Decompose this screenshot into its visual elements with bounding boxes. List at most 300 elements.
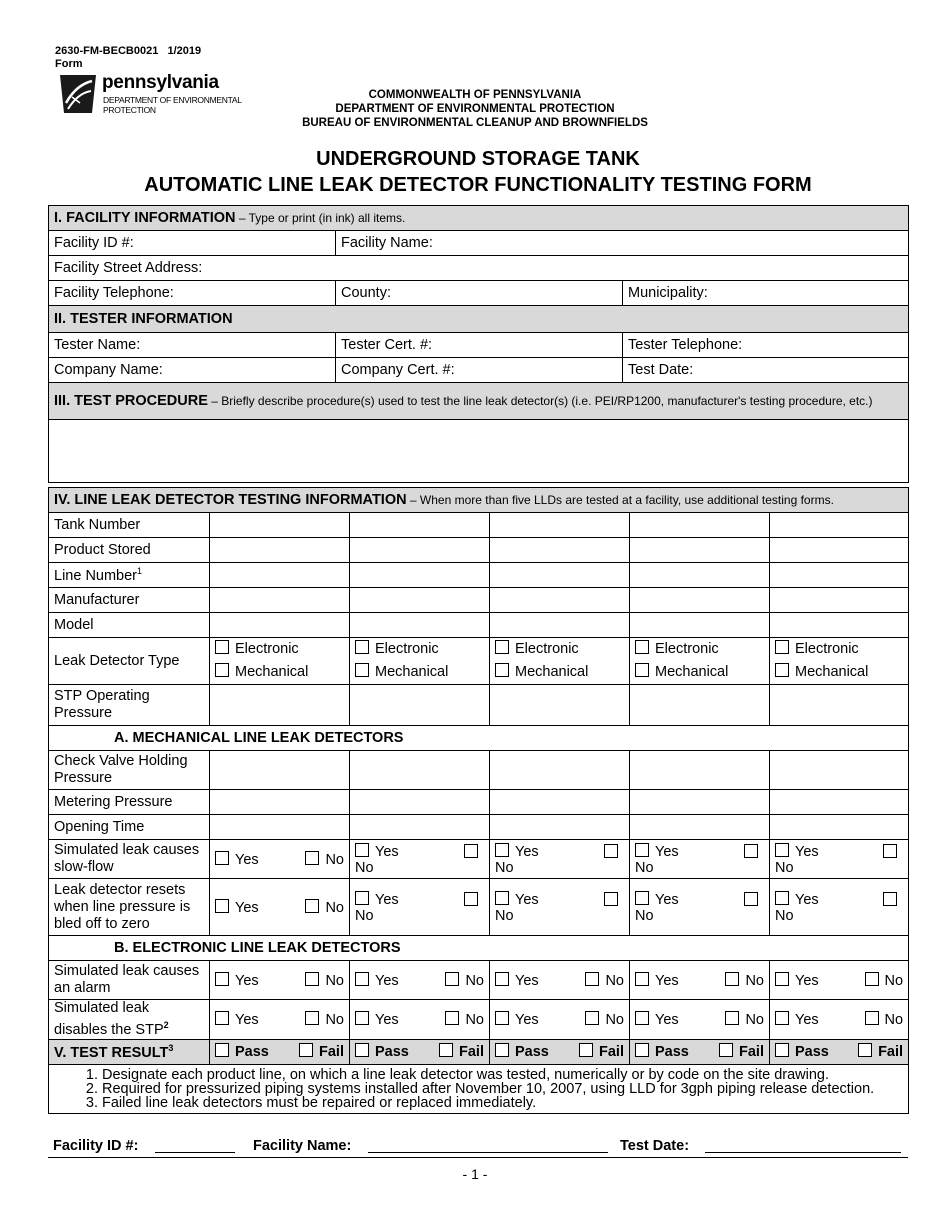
resets-cell: [490, 879, 630, 936]
logo-dept: [103, 95, 242, 115]
yes-label: Yes: [655, 972, 679, 989]
page-number: - 1 -: [462, 1166, 488, 1182]
model-row: [49, 613, 909, 638]
line-number-row: [49, 563, 909, 588]
line-number-cell[interactable]: [630, 563, 770, 588]
no-checkbox[interactable]: [445, 972, 459, 986]
tank-number-cell[interactable]: [770, 513, 909, 538]
check-valve-cell[interactable]: [490, 751, 630, 790]
model-cell[interactable]: [630, 613, 770, 638]
tank-number-row: [49, 513, 909, 538]
check-valve-label: Check Valve Holding Pressure: [49, 751, 210, 790]
stp-pressure-cell[interactable]: [770, 685, 909, 726]
fail-option[interactable]: [299, 1043, 344, 1060]
check-valve-cell[interactable]: [350, 751, 490, 790]
mechanical-label: Mechanical: [795, 664, 869, 680]
footer-facility-id-input[interactable]: [155, 1138, 235, 1153]
yes-checkbox[interactable]: [215, 972, 229, 986]
electronic-option[interactable]: [775, 638, 903, 661]
yes-label: Yes: [655, 843, 679, 860]
mechanical-option[interactable]: [775, 661, 903, 684]
fail-checkbox[interactable]: [858, 1043, 872, 1057]
yes-checkbox[interactable]: [355, 972, 369, 986]
no-checkbox[interactable]: [305, 972, 319, 986]
yes-label: Yes: [795, 972, 819, 989]
alarm-cell: [210, 961, 350, 1000]
form-title: [48, 146, 908, 198]
pass-checkbox[interactable]: [495, 1043, 509, 1057]
ldt-cell: [630, 638, 770, 685]
electronic-checkbox[interactable]: [215, 640, 229, 654]
yes-label: Yes: [235, 899, 259, 916]
line-number-text: Line Number: [54, 567, 138, 584]
yes-checkbox[interactable]: [495, 1011, 509, 1025]
manufacturer-cell[interactable]: [210, 588, 350, 613]
line-number-cell[interactable]: [490, 563, 630, 588]
electronic-option[interactable]: [635, 638, 764, 661]
product-stored-cell[interactable]: [350, 538, 490, 563]
no-label: No: [745, 1011, 764, 1028]
no-label: No: [355, 859, 374, 876]
mechanical-option[interactable]: [495, 661, 624, 684]
metering-cell[interactable]: [210, 790, 350, 815]
fail-option[interactable]: [579, 1043, 624, 1060]
keystone-logo-icon: [58, 73, 98, 115]
yes-option[interactable]: [355, 843, 399, 860]
section4-heading: IV. LINE LEAK DETECTOR TESTING INFORMATION: [54, 492, 407, 508]
resets-label: Leak detector resets when line pressure is bled off to zero: [49, 879, 210, 936]
opening-time-cell[interactable]: [630, 815, 770, 840]
no-checkbox[interactable]: [305, 899, 319, 913]
no-option[interactable]: [865, 972, 904, 989]
leak-detector-type-label: Leak Detector Type: [49, 638, 210, 685]
test-procedure-field[interactable]: [49, 420, 909, 483]
yes-option[interactable]: [495, 1011, 539, 1028]
mechanical-option[interactable]: [215, 661, 344, 684]
facility-address-field[interactable]: Facility Street Address:: [49, 256, 909, 281]
no-label: No: [465, 1011, 484, 1028]
fail-label: Fail: [878, 1044, 904, 1061]
pass-checkbox[interactable]: [775, 1043, 789, 1057]
line-number-cell[interactable]: [210, 563, 350, 588]
product-stored-cell[interactable]: [630, 538, 770, 563]
yes-option[interactable]: [215, 899, 259, 916]
yes-option[interactable]: [355, 972, 399, 989]
no-option[interactable]: [305, 1011, 344, 1028]
test-date-field[interactable]: Test Date:: [623, 358, 909, 383]
yes-label: Yes: [235, 972, 259, 989]
footer-test-date-input[interactable]: [705, 1138, 901, 1153]
tank-number-label: Tank Number: [49, 513, 210, 538]
opening-time-cell[interactable]: [210, 815, 350, 840]
no-checkbox[interactable]: [744, 844, 758, 858]
mechanical-checkbox[interactable]: [775, 663, 789, 677]
no-label: No: [325, 851, 344, 868]
yes-option[interactable]: [775, 891, 819, 908]
yes-checkbox[interactable]: [775, 843, 789, 857]
section-b-heading: B. ELECTRONIC LINE LEAK DETECTORS: [49, 936, 909, 961]
mechanical-option[interactable]: [355, 661, 484, 684]
yes-option[interactable]: [635, 1011, 679, 1028]
product-stored-cell[interactable]: [210, 538, 350, 563]
yes-label: Yes: [795, 891, 819, 908]
mechanical-checkbox[interactable]: [495, 663, 509, 677]
model-cell[interactable]: [350, 613, 490, 638]
no-checkbox[interactable]: [585, 972, 599, 986]
check-valve-cell[interactable]: [630, 751, 770, 790]
electronic-label: Electronic: [655, 641, 719, 657]
ldt-cell: [770, 638, 909, 685]
no-label: No: [465, 972, 484, 989]
slow-flow-cell: [350, 840, 490, 879]
check-valve-cell[interactable]: [210, 751, 350, 790]
yes-checkbox[interactable]: [635, 1011, 649, 1025]
yes-option[interactable]: [635, 843, 679, 860]
alarm-cell: [770, 961, 909, 1000]
pass-label: Pass: [515, 1044, 549, 1061]
no-checkbox[interactable]: [464, 892, 478, 906]
pass-checkbox[interactable]: [635, 1043, 649, 1057]
form-code: [55, 45, 201, 71]
ldt-cell: [350, 638, 490, 685]
yes-label: Yes: [655, 891, 679, 908]
yes-checkbox[interactable]: [775, 1011, 789, 1025]
manufacturer-row: [49, 588, 909, 613]
fail-option[interactable]: [719, 1043, 764, 1060]
electronic-checkbox[interactable]: [775, 640, 789, 654]
test-result-row: [49, 1039, 909, 1064]
pass-option[interactable]: [635, 1043, 689, 1060]
yes-label: Yes: [375, 972, 399, 989]
check-valve-cell[interactable]: [770, 751, 909, 790]
yes-label: Yes: [655, 1011, 679, 1028]
electronic-label: Electronic: [515, 641, 579, 657]
resets-cell: [770, 879, 909, 936]
tester-phone-field[interactable]: Tester Telephone:: [623, 333, 909, 358]
no-checkbox[interactable]: [604, 844, 618, 858]
stp-pressure-cell[interactable]: [210, 685, 350, 726]
footer-bar: [48, 1137, 908, 1158]
no-label: No: [745, 972, 764, 989]
result-cell: [350, 1039, 490, 1064]
yes-checkbox[interactable]: [355, 891, 369, 905]
opening-time-cell[interactable]: [490, 815, 630, 840]
ldt-cell: [490, 638, 630, 685]
fail-label: Fail: [319, 1044, 344, 1061]
fail-checkbox[interactable]: [579, 1043, 593, 1057]
leak-detector-type-row: [49, 638, 909, 685]
pass-checkbox[interactable]: [215, 1043, 229, 1057]
pass-label: Pass: [375, 1044, 409, 1061]
product-stored-cell[interactable]: [770, 538, 909, 563]
yes-checkbox[interactable]: [635, 972, 649, 986]
fail-label: Fail: [599, 1044, 624, 1061]
tester-name-field[interactable]: Tester Name:: [49, 333, 336, 358]
mechanical-label: Mechanical: [235, 664, 309, 680]
stp-pressure-cell[interactable]: [350, 685, 490, 726]
line-number-label: [49, 563, 210, 588]
opening-time-cell[interactable]: [350, 815, 490, 840]
footnotes: [49, 1064, 909, 1113]
no-option[interactable]: [445, 1011, 484, 1028]
yes-checkbox[interactable]: [215, 899, 229, 913]
yes-checkbox[interactable]: [775, 891, 789, 905]
model-label: Model: [49, 613, 210, 638]
electronic-label: Electronic: [235, 641, 299, 657]
opening-time-label: Opening Time: [49, 815, 210, 840]
no-label: No: [325, 899, 344, 916]
agency-line1: COMMONWEALTH OF PENNSYLVANIA: [368, 89, 582, 101]
no-option[interactable]: [305, 972, 344, 989]
manufacturer-cell[interactable]: [630, 588, 770, 613]
notes-row: [49, 1064, 909, 1113]
yes-label: Yes: [375, 1011, 399, 1028]
no-checkbox[interactable]: [305, 1011, 319, 1025]
facility-tester-table: [48, 205, 909, 483]
municipality-field[interactable]: Municipality:: [623, 281, 909, 306]
fail-option[interactable]: [439, 1043, 484, 1060]
fail-label: Fail: [459, 1044, 484, 1061]
yes-option[interactable]: [215, 851, 259, 868]
no-checkbox[interactable]: [305, 851, 319, 865]
agency-line2: DEPARTMENT OF ENVIRONMENTAL PROTECTION: [335, 103, 615, 115]
company-name-field[interactable]: Company Name:: [49, 358, 336, 383]
company-cert-field[interactable]: Company Cert. #:: [336, 358, 623, 383]
product-stored-cell[interactable]: [490, 538, 630, 563]
section-a-heading: A. MECHANICAL LINE LEAK DETECTORS: [49, 726, 909, 751]
mechanical-checkbox[interactable]: [215, 663, 229, 677]
disables-label: [49, 1000, 210, 1040]
title-line2: AUTOMATIC LINE LEAK DETECTOR FUNCTIONALITY TESTING FORM: [144, 174, 812, 196]
yes-option[interactable]: [775, 1011, 819, 1028]
disables-cell: [770, 1000, 909, 1040]
fail-checkbox[interactable]: [439, 1043, 453, 1057]
no-option[interactable]: [585, 972, 624, 989]
yes-label: Yes: [515, 891, 539, 908]
disables-sup: 2: [163, 1020, 169, 1030]
mechanical-option[interactable]: [635, 661, 764, 684]
section1-header: [49, 206, 909, 231]
yes-checkbox[interactable]: [495, 843, 509, 857]
yes-label: Yes: [515, 972, 539, 989]
logo-dept-line2: PROTECTION: [103, 105, 156, 115]
no-option[interactable]: [865, 1011, 904, 1028]
model-cell[interactable]: [490, 613, 630, 638]
no-checkbox[interactable]: [445, 1011, 459, 1025]
form-label: Form: [55, 58, 83, 70]
yes-label: Yes: [795, 843, 819, 860]
yes-checkbox[interactable]: [355, 843, 369, 857]
yes-label: Yes: [375, 843, 399, 860]
yes-option[interactable]: [775, 843, 819, 860]
mechanical-checkbox[interactable]: [635, 663, 649, 677]
no-checkbox[interactable]: [725, 972, 739, 986]
mechanical-label: Mechanical: [655, 664, 729, 680]
no-label: No: [325, 1011, 344, 1028]
no-option[interactable]: [305, 899, 344, 916]
resets-row: [49, 879, 909, 936]
alarm-cell: [490, 961, 630, 1000]
no-checkbox[interactable]: [744, 892, 758, 906]
result-cell: [210, 1039, 350, 1064]
county-field[interactable]: County:: [336, 281, 623, 306]
yes-label: Yes: [235, 851, 259, 868]
electronic-option[interactable]: [355, 638, 484, 661]
line-number-cell[interactable]: [350, 563, 490, 588]
manufacturer-cell[interactable]: [490, 588, 630, 613]
tester-cert-field[interactable]: Tester Cert. #:: [336, 333, 623, 358]
alarm-cell: [630, 961, 770, 1000]
yes-option[interactable]: [635, 891, 679, 908]
no-checkbox[interactable]: [865, 972, 879, 986]
disables-cell: [490, 1000, 630, 1040]
facility-name-field[interactable]: Facility Name:: [336, 231, 909, 256]
metering-label: Metering Pressure: [49, 790, 210, 815]
facility-telephone-field[interactable]: Facility Telephone:: [49, 281, 336, 306]
yes-option[interactable]: [495, 843, 539, 860]
no-label: No: [635, 859, 654, 876]
electronic-option[interactable]: [215, 638, 344, 661]
title-line1: UNDERGROUND STORAGE TANK: [316, 148, 640, 170]
section1-heading: I. FACILITY INFORMATION: [54, 210, 236, 226]
electronic-checkbox[interactable]: [635, 640, 649, 654]
yes-checkbox[interactable]: [495, 972, 509, 986]
model-cell[interactable]: [770, 613, 909, 638]
tank-number-cell[interactable]: [630, 513, 770, 538]
yes-option[interactable]: [775, 972, 819, 989]
yes-label: Yes: [795, 1011, 819, 1028]
model-cell[interactable]: [210, 613, 350, 638]
no-option[interactable]: [585, 1011, 624, 1028]
fail-label: Fail: [739, 1044, 764, 1061]
yes-option[interactable]: [355, 1011, 399, 1028]
electronic-option[interactable]: [495, 638, 624, 661]
stp-pressure-cell[interactable]: [490, 685, 630, 726]
agency-block: [270, 88, 680, 130]
tank-number-cell[interactable]: [490, 513, 630, 538]
no-label: No: [635, 907, 654, 924]
no-option[interactable]: [445, 972, 484, 989]
no-label: No: [495, 907, 514, 924]
no-checkbox[interactable]: [883, 892, 897, 906]
opening-time-row: [49, 815, 909, 840]
no-option[interactable]: [725, 972, 764, 989]
yes-checkbox[interactable]: [775, 972, 789, 986]
ldt-cell: [210, 638, 350, 685]
footer-facility-name-input[interactable]: [368, 1138, 608, 1153]
footnote-2: 2. Required for pressurized piping systems installed after November 10, 2007, using LLD for 3gph piping release detection.: [102, 1082, 903, 1096]
metering-cell[interactable]: [490, 790, 630, 815]
electronic-label: Electronic: [375, 641, 439, 657]
alarm-cell: [350, 961, 490, 1000]
no-label: No: [884, 972, 904, 989]
manufacturer-cell[interactable]: [770, 588, 909, 613]
tank-number-cell[interactable]: [350, 513, 490, 538]
stp-pressure-cell[interactable]: [630, 685, 770, 726]
no-label: No: [775, 907, 794, 924]
electronic-checkbox[interactable]: [495, 640, 509, 654]
fail-checkbox[interactable]: [719, 1043, 733, 1057]
pass-option[interactable]: [355, 1043, 409, 1060]
pass-option[interactable]: [775, 1043, 829, 1060]
disables-text: Simulated leak disables the STP: [54, 1000, 164, 1038]
no-checkbox[interactable]: [585, 1011, 599, 1025]
facility-id-field[interactable]: Facility ID #:: [49, 231, 336, 256]
no-label: No: [495, 859, 514, 876]
pa-dep-logo: [58, 73, 258, 119]
no-checkbox[interactable]: [604, 892, 618, 906]
yes-checkbox[interactable]: [635, 891, 649, 905]
no-label: No: [605, 972, 624, 989]
metering-cell[interactable]: [770, 790, 909, 815]
no-checkbox[interactable]: [865, 1011, 879, 1025]
yes-checkbox[interactable]: [215, 851, 229, 865]
section2-heading: II. TESTER INFORMATION: [49, 306, 909, 333]
section4-note: – When more than five LLDs are tested at a facility, use additional testing forms.: [406, 493, 834, 507]
metering-cell[interactable]: [630, 790, 770, 815]
yes-checkbox[interactable]: [355, 1011, 369, 1025]
no-checkbox[interactable]: [464, 844, 478, 858]
resets-cell: [630, 879, 770, 936]
metering-cell[interactable]: [350, 790, 490, 815]
slow-flow-label: Simulated leak causes slow-flow: [49, 840, 210, 879]
manufacturer-label: Manufacturer: [49, 588, 210, 613]
slow-flow-row: [49, 840, 909, 879]
no-checkbox[interactable]: [725, 1011, 739, 1025]
yes-option[interactable]: [355, 891, 399, 908]
fail-checkbox[interactable]: [299, 1043, 313, 1057]
opening-time-cell[interactable]: [770, 815, 909, 840]
logo-dept-line1: DEPARTMENT OF ENVIRONMENTAL: [103, 95, 242, 105]
test-result-heading: V. TEST RESULT: [54, 1044, 169, 1061]
line-number-cell[interactable]: [770, 563, 909, 588]
yes-checkbox[interactable]: [215, 1011, 229, 1025]
mechanical-label: Mechanical: [515, 664, 589, 680]
manufacturer-cell[interactable]: [350, 588, 490, 613]
yes-checkbox[interactable]: [635, 843, 649, 857]
no-option[interactable]: [305, 851, 344, 868]
footnote-3: 3. Failed line leak detectors must be repaired or replaced immediately.: [102, 1096, 903, 1110]
fail-option[interactable]: [858, 1043, 903, 1060]
no-label: No: [325, 972, 344, 989]
yes-option[interactable]: [635, 972, 679, 989]
pass-checkbox[interactable]: [355, 1043, 369, 1057]
yes-checkbox[interactable]: [495, 891, 509, 905]
yes-option[interactable]: [215, 972, 259, 989]
electronic-label: Electronic: [795, 641, 859, 657]
no-label: No: [775, 859, 794, 876]
yes-option[interactable]: [215, 1011, 259, 1028]
section3-heading: III. TEST PROCEDURE: [54, 392, 208, 409]
result-cell: [490, 1039, 630, 1064]
mechanical-checkbox[interactable]: [355, 663, 369, 677]
resets-cell: [210, 879, 350, 936]
disables-cell: [350, 1000, 490, 1040]
agency-line3: BUREAU OF ENVIRONMENTAL CLEANUP AND BROWNFIELDS: [302, 117, 648, 129]
electronic-checkbox[interactable]: [355, 640, 369, 654]
section1-note: – Type or print (in ink) all items.: [235, 211, 406, 225]
no-checkbox[interactable]: [883, 844, 897, 858]
no-option[interactable]: [725, 1011, 764, 1028]
yes-label: Yes: [515, 1011, 539, 1028]
tank-number-cell[interactable]: [210, 513, 350, 538]
footnote-1: 1. Designate each product line, on which a line leak detector was tested, numerically or by code on the site drawing.: [102, 1068, 903, 1082]
pass-option[interactable]: [215, 1043, 269, 1060]
pass-option[interactable]: [495, 1043, 549, 1060]
yes-option[interactable]: [495, 891, 539, 908]
yes-option[interactable]: [495, 972, 539, 989]
slow-flow-cell: [770, 840, 909, 879]
